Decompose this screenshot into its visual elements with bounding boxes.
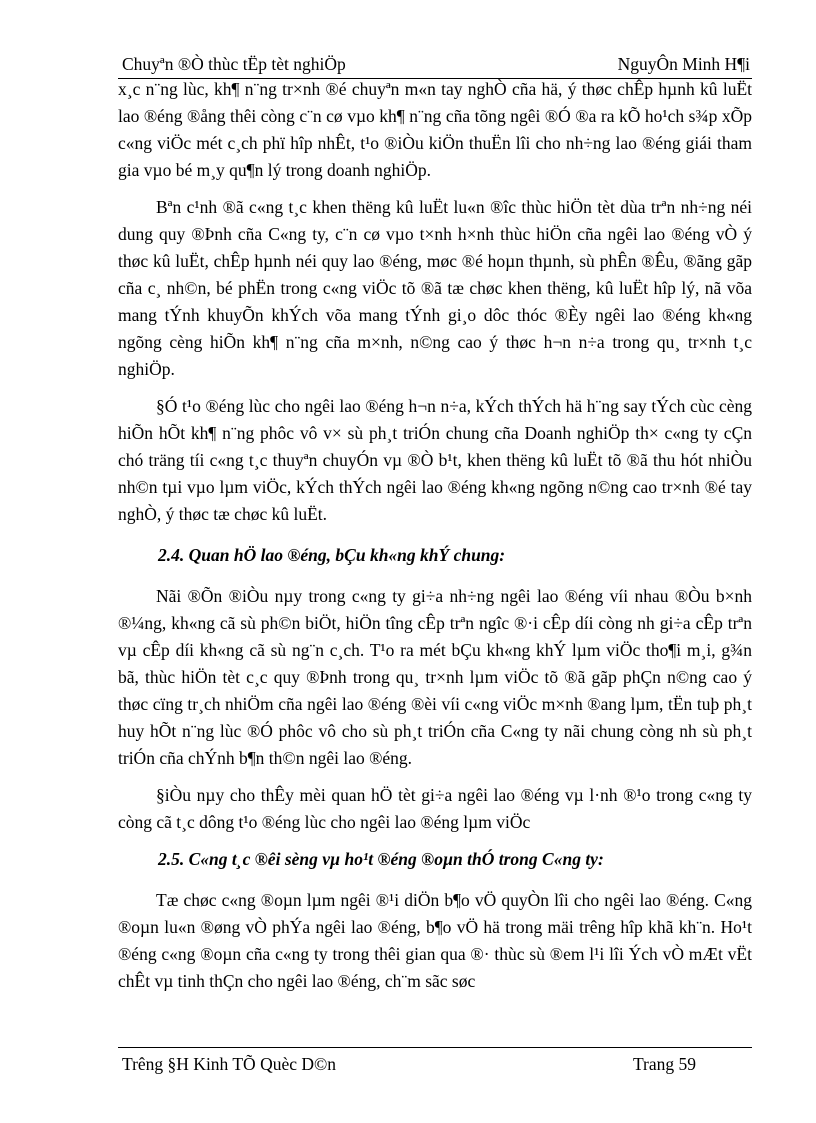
header-author: NguyÔn Minh H¶i [617, 54, 750, 74]
page-footer [118, 1047, 752, 1078]
page-header [118, 52, 752, 79]
paragraph-2: Bªn c¹nh ®ã c«ng t¸c khen thëng kû luËt lu«n ®îc thùc hiÖn tèt dùa trªn nh÷ng néi dung quy ®Þnh cña C«ng ty, c¨n cø vµo t×nh h×nh thùc hiÖn cña ngêi lao ®éng vÒ ý thøc kû luËt, chÊp hµnh néi quy lao ®éng, møc ®é hoµn thµnh, sù phÊn ®Êu, ®ãng gãp cña c¸ nh©n, bé phËn trong c«ng viÖc tõ ®ã tæ chøc khen thëng, kû luËt hîp lý, nã võa mang tÝnh khuyÕn khÝch võa mang tÝnh gi¸o dôc thóc ®Èy ngêi lao ®éng kh«ng ngõng cèng hiÕn kh¶ n¨ng cña m×nh, n©ng cao ý thøc h¬n n÷a trong qu¸ tr×nh t¸c nghiÖp. [118, 197, 752, 379]
paragraph-4: Nãi ®Õn ®iÒu nµy trong c«ng ty gi÷a nh÷ng ngêi lao ®éng víi nhau ®Òu b×nh ®¼ng, kh«ng cã sù ph©n biÖt, hiÖn tîng cÊp trªn ngîc ®·i cÊp díi còng nh gi÷a cÊp trªn vµ cÊp díi kh«ng cã sù ng¨n c¸ch. T¹o ra mét bÇu kh«ng khÝ lµm viÖc tho¶i m¸i, g¾n bã, thùc hiÖn tèt c¸c quy ®Þnh trong qu¸ tr×nh lµm viÖc tõ ®ã gãp phÇn n©ng cao ý thøc cïng tr¸ch nhiÖm cña ngêi lao ®éng ®èi víi c«ng viÖc m×nh ®ang lµm, tËn tuþ ph¸t huy hÕt n¨ng lùc ®Ó phôc vô cho sù ph¸t triÓn cña C«ng ty nãi chung còng nh sù ph¸t triÓn cña chÝnh b¶n th©n ngêi lao ®éng. [118, 586, 752, 768]
paragraph-3: §Ó t¹o ®éng lùc cho ngêi lao ®éng h¬n n÷a, kÝch thÝch hä h¨ng say tÝch cùc cèng hiÕn hÕt kh¶ n¨ng phôc vô v× sù ph¸t triÓn chung cña Doanh nghiÖp th× c«ng ty cÇn chó träng tíi c«ng t¸c thuyªn chuyÓn vµ ®Ò b¹t, khen thëng kû luËt tõ ®ã thu hót nhiÒu nh©n tµi vµo lµm viÖc, kÝch thÝch ngêi lao ®éng kh«ng ngõng n©ng cao tr×nh ®é tay nghÒ, ý thøc tæ chøc kû luËt. [118, 396, 752, 524]
section-heading-2-4: 2.4. Quan hÖ lao ®éng, bÇu kh«ng khÝ chung: [158, 545, 506, 565]
section-heading-2-5: 2.5. C«ng t¸c ®êi sèng vµ ho¹t ®éng ®oµn thÓ trong C«ng ty: [158, 849, 604, 869]
paragraph-1: x¸c n¨ng lùc, kh¶ n¨ng tr×nh ®é chuyªn m«n tay nghÒ cña hä, ý thøc chÊp hµnh kû luËt lao ®éng ®ång thêi còng c¨n cø vµo kh¶ n¨ng cña tõng ngêi ®Ó ®a ra kÕ ho¹ch s¾p xÕp c«ng viÖc mét c¸ch phï hîp nhÊt, t¹o ®iÒu kiÖn thuËn lîi cho nh÷ng lao ®éng giái tham gia vµo bé m¸y qu¶n lý trong doanh nghiÖp. [118, 79, 752, 180]
paragraph-5: §iÒu nµy cho thÊy mèi quan hÖ tèt gi÷a ngêi lao ®éng vµ l·nh ®¹o trong c«ng ty còng cã t¸c dông t¹o ®éng lùc cho ngêi lao ®éng lµm viÖc [118, 785, 752, 832]
header-title: Chuyªn ®Ò thùc tËp tèt nghiÖp [122, 54, 346, 74]
document-body [118, 76, 752, 1005]
footer-school: Trêng §H Kinh TÕ Quèc D©n [122, 1054, 337, 1074]
paragraph-6: Tæ chøc c«ng ®oµn lµm ngêi ®¹i diÖn b¶o vÖ quyÒn lîi cho ngêi lao ®éng. C«ng ®oµn lu«n ®øng vÒ phÝa ngêi lao ®éng, b¶o vÖ hä trong mäi trêng hîp khã kh¨n. Ho¹t ®éng c«ng ®oµn cña c«ng ty trong thêi gian qua ®· thùc sù ®em l¹i lîi Ých vÒ mÆt vËt chÊt vµ tinh thÇn cho ngêi lao ®éng, ch¨m sãc søc [118, 890, 752, 991]
page-number: Trang 59 [632, 1054, 696, 1074]
